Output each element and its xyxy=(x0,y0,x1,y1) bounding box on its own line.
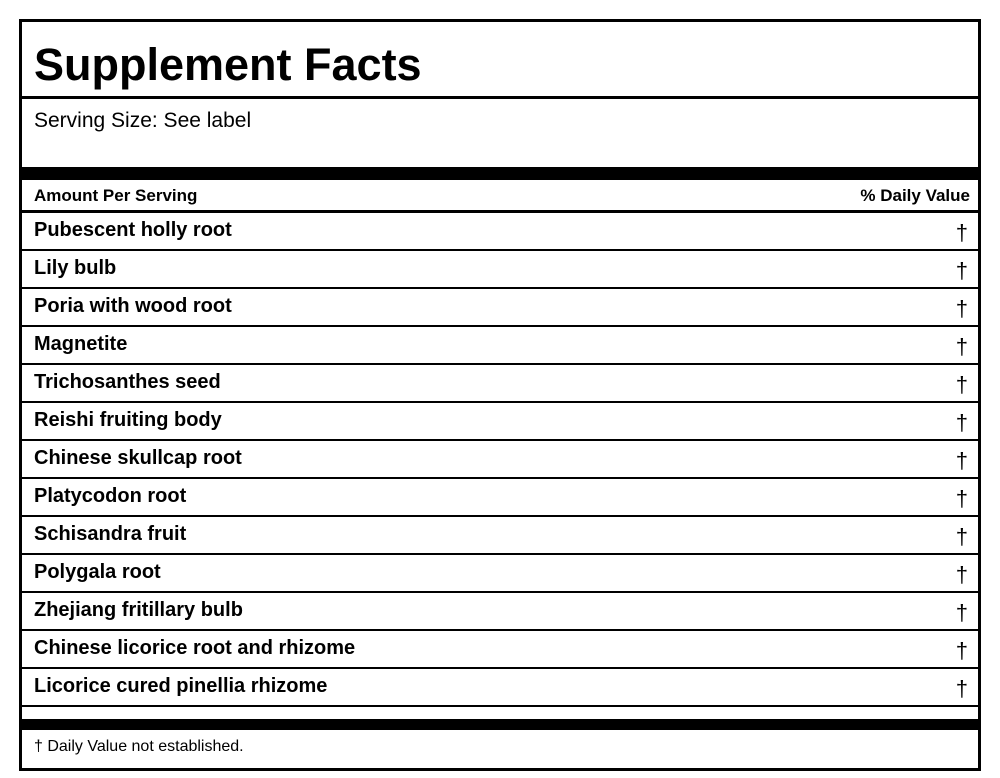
amount-per-serving-header: Amount Per Serving xyxy=(34,186,198,205)
ingredient-row xyxy=(22,517,978,555)
dagger-mark: † xyxy=(955,372,968,397)
ingredient-row xyxy=(22,479,978,517)
dagger-mark: † xyxy=(955,334,968,359)
ingredient-list xyxy=(22,213,978,707)
ingredient-row xyxy=(22,251,978,289)
dagger-mark: † xyxy=(955,296,968,321)
ingredient-row xyxy=(22,669,978,707)
dagger-mark: † xyxy=(955,600,968,625)
dagger-mark: † xyxy=(955,448,968,473)
dagger-mark: † xyxy=(955,676,968,701)
supplement-facts-panel xyxy=(19,19,981,771)
ingredient-name: Schisandra fruit xyxy=(34,523,187,545)
ingredient-name: Lily bulb xyxy=(34,257,117,279)
serving-size-text: Serving Size: See label xyxy=(34,109,252,132)
dagger-mark: † xyxy=(955,258,968,283)
ingredient-row xyxy=(22,327,978,365)
ingredient-name: Zhejiang fritillary bulb xyxy=(34,599,243,621)
thick-divider-top xyxy=(22,167,978,180)
dagger-mark: † xyxy=(955,524,968,549)
ingredient-name: Polygala root xyxy=(34,561,161,583)
column-header-row xyxy=(22,180,978,213)
footnote-text: † Daily Value not established. xyxy=(34,738,244,755)
ingredient-name: Licorice cured pinellia rhizome xyxy=(34,675,328,697)
ingredient-name: Trichosanthes seed xyxy=(34,371,221,393)
thick-divider-bottom xyxy=(22,719,978,730)
ingredient-name: Chinese skullcap root xyxy=(34,447,242,469)
dagger-mark: † xyxy=(955,562,968,587)
dagger-mark: † xyxy=(955,638,968,663)
footnote-section xyxy=(22,730,978,768)
title-text: Supplement Facts xyxy=(34,39,422,90)
dagger-mark: † xyxy=(955,220,968,245)
ingredient-name: Pubescent holly root xyxy=(34,219,232,241)
serving-size-section xyxy=(22,99,978,167)
ingredient-row xyxy=(22,403,978,441)
ingredient-row xyxy=(22,213,978,251)
ingredient-row xyxy=(22,555,978,593)
ingredient-row xyxy=(22,631,978,669)
ingredient-row xyxy=(22,593,978,631)
ingredient-row xyxy=(22,365,978,403)
panel-title xyxy=(22,22,978,99)
ingredient-row xyxy=(22,289,978,327)
ingredient-name: Platycodon root xyxy=(34,485,187,507)
ingredient-name: Magnetite xyxy=(34,333,128,355)
dagger-mark: † xyxy=(955,410,968,435)
ingredient-name: Chinese licorice root and rhizome xyxy=(34,637,356,659)
ingredient-row xyxy=(22,441,978,479)
ingredient-name: Poria with wood root xyxy=(34,295,232,317)
daily-value-header: % Daily Value xyxy=(860,186,970,205)
ingredient-name: Reishi fruiting body xyxy=(34,409,222,431)
dagger-mark: † xyxy=(955,486,968,511)
